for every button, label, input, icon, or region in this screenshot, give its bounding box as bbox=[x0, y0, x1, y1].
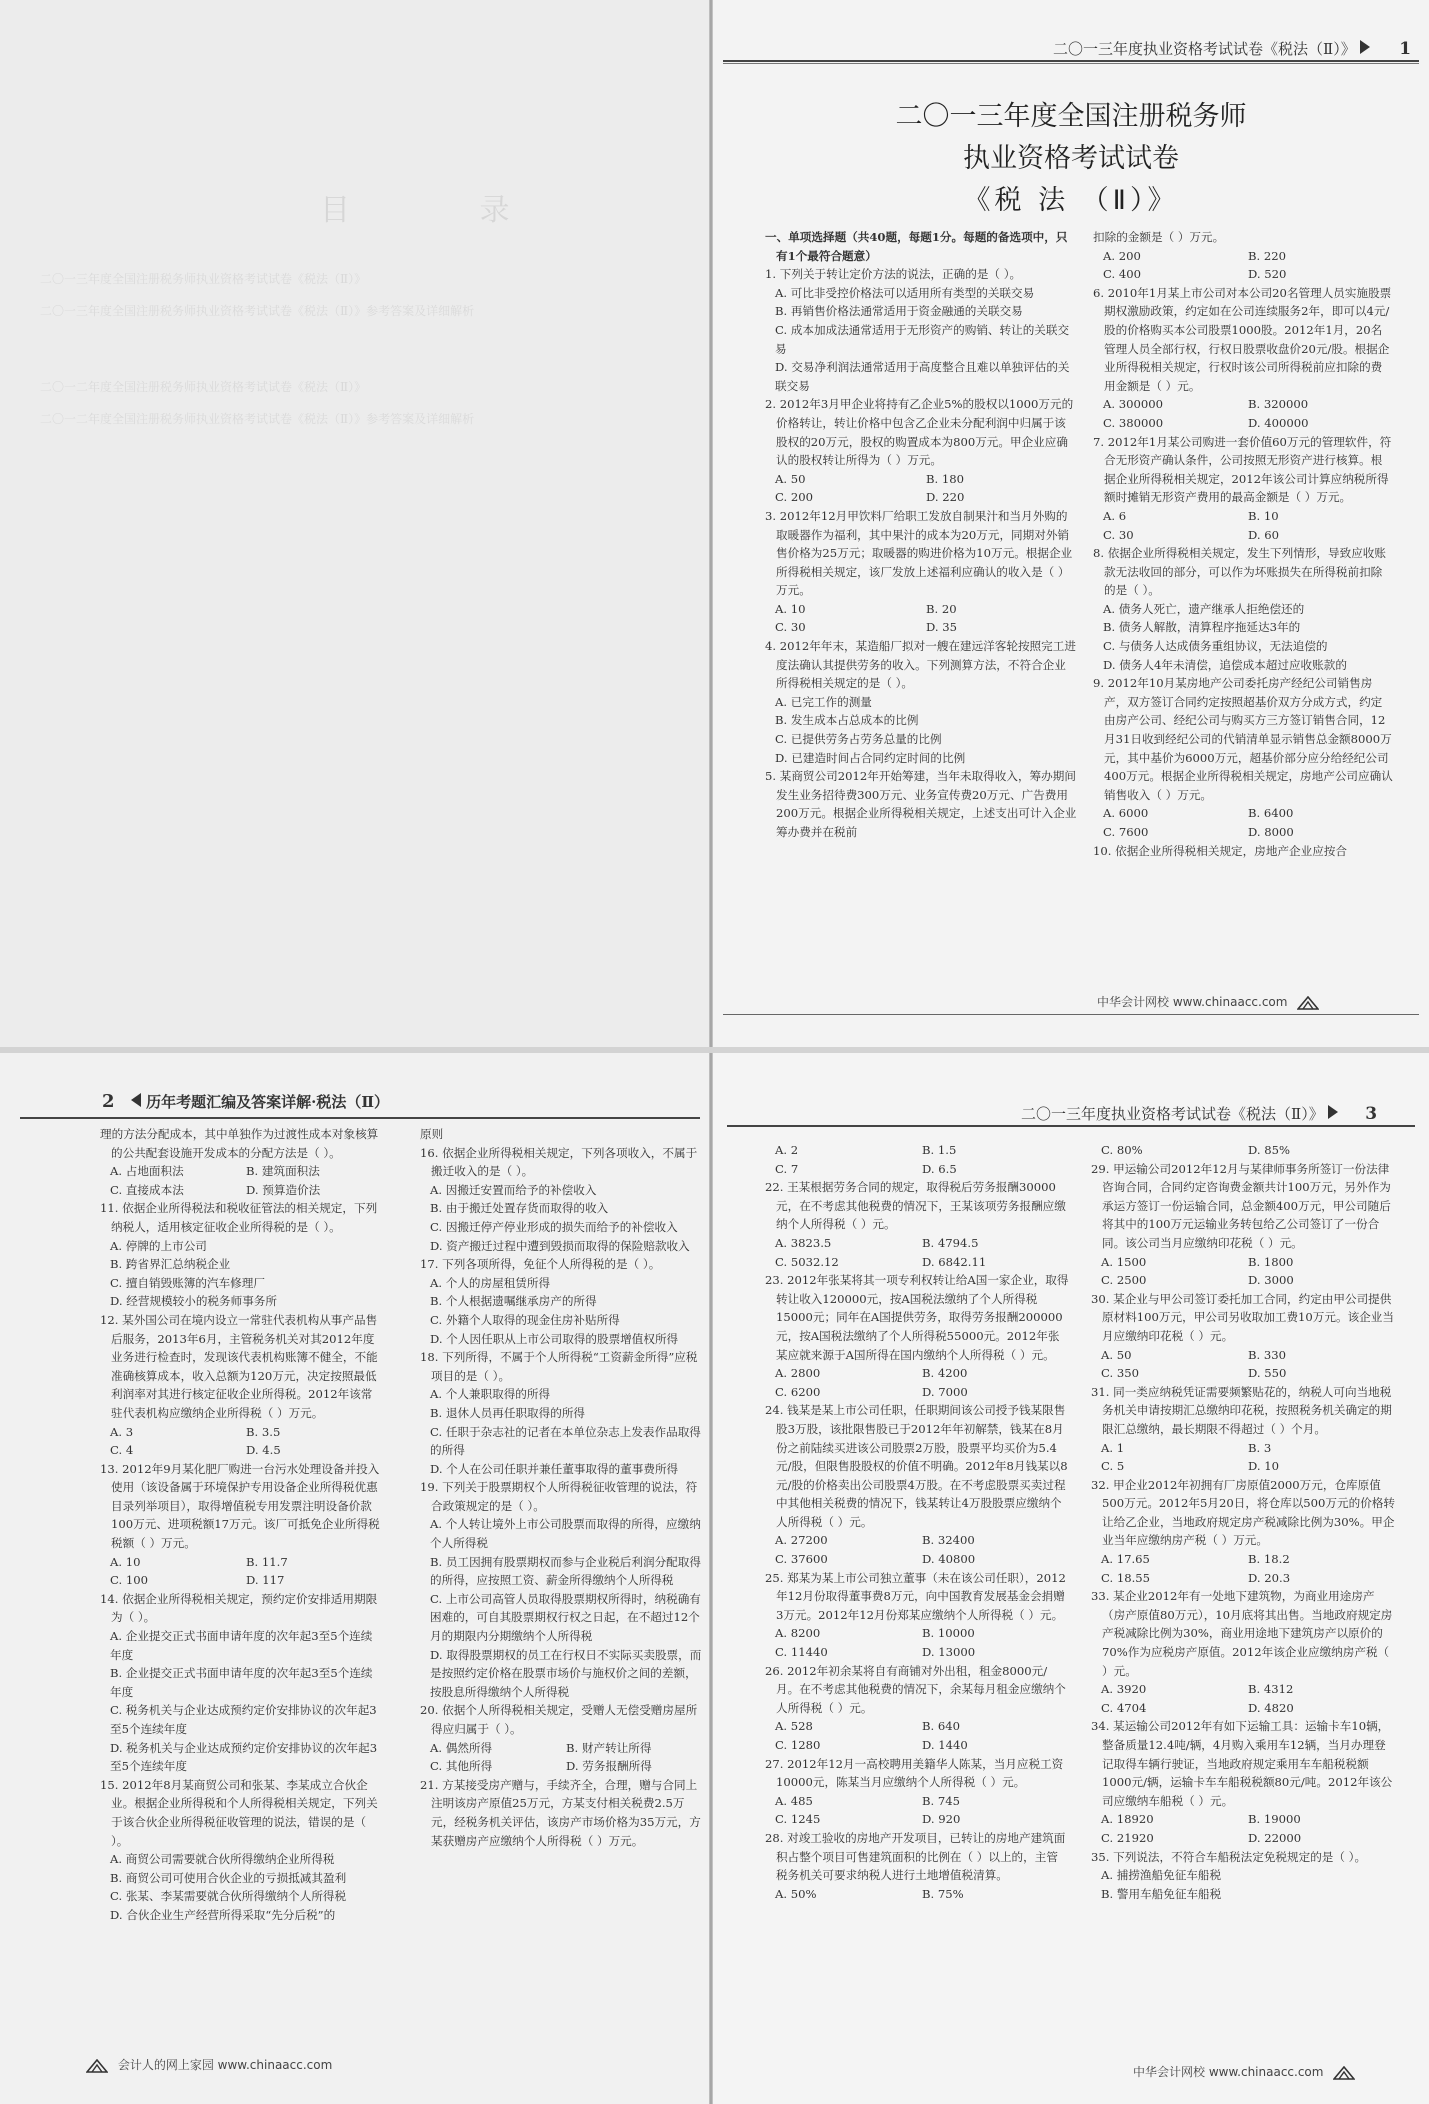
answer-option: D. 交易净利润法通常适用于高度整合且难以单独评估的关联交易 bbox=[775, 360, 1070, 393]
answer-options-row bbox=[765, 1810, 1069, 1829]
question-text: 26. 2012年初余某将自有商铺对外出租，租金8000元/月。在不考虑其他税费的情况下，余某每月租金应缴纳个人所得税（ ）元。 bbox=[765, 1663, 1066, 1715]
answer-option: A. 占地面积法 bbox=[110, 1164, 184, 1179]
header-rule bbox=[20, 1117, 700, 1119]
answer-option: B. 再销售价格法通常适用于资金融通的关联交易 bbox=[775, 304, 1023, 319]
question-text: 6. 2010年1月某上市公司对本公司20名管理人员实施股票期权激励政策，约定如在公司连续服务2年，即可以4元/股的价格购买本公司股票1000股。2012年1月，20名管理人员全部行权，行权日股票收盘价20元/股。根据企业所得税相关规定，行权时该公司所得税前应扣除的费用金额是（ ）元。 bbox=[1093, 285, 1392, 393]
answer-option: A. 债务人死亡，遗产继承人拒绝偿还的 bbox=[1103, 601, 1305, 616]
answer-option: A. 8200 bbox=[775, 1626, 821, 1641]
answer-option: D. 个人在公司任职并兼任董事取得的董事费所得 bbox=[430, 1461, 679, 1476]
answer-options-row bbox=[1093, 507, 1393, 526]
answer-option: B. 320000 bbox=[1248, 397, 1309, 412]
answer-options-row bbox=[1091, 1680, 1395, 1699]
answer-option: A. 6 bbox=[1103, 508, 1127, 523]
answer-option: D. 3000 bbox=[1248, 1273, 1294, 1288]
answer-option: D. 资产搬迁过程中遭到毁损而取得的保险赔款收入 bbox=[430, 1238, 690, 1253]
answer-option: C. 任职于杂志社的记者在本单位杂志上发表作品取得的所得 bbox=[430, 1424, 701, 1458]
exam-title-line1: 二〇一三年度全国注册税务师 bbox=[895, 101, 1247, 132]
answer-options-row bbox=[1091, 1253, 1395, 1272]
answer-option: A. 偶然所得 bbox=[430, 1740, 493, 1755]
answer-option: B. 警用车船免征车船税 bbox=[1101, 1886, 1222, 1901]
answer-option: B. 19000 bbox=[1248, 1812, 1301, 1827]
answer-option: C. 6200 bbox=[775, 1384, 821, 1399]
answer-option: C. 税务机关与企业达成预约定价安排协议的次年起3至5个连续年度 bbox=[110, 1703, 377, 1736]
answer-option: D. 4.5 bbox=[246, 1443, 281, 1458]
answer-option: A. 17.65 bbox=[1101, 1552, 1150, 1567]
page-bottom-left bbox=[0, 1053, 709, 2104]
answer-options-row bbox=[1093, 395, 1393, 414]
answer-option: A. 6000 bbox=[1103, 806, 1149, 821]
answer-option: D. 债务人4年未清偿，追偿成本超过应收账款的 bbox=[1103, 657, 1347, 672]
answer-option: B. 跨省界汇总纳税企业 bbox=[110, 1257, 231, 1272]
question-column-left bbox=[765, 1141, 1069, 1903]
question-text: 11. 依据企业所得税法和税收征管法的相关规定，下列纳税人，适用核定征收企业所得税的是（ ）。 bbox=[100, 1201, 378, 1234]
question-text: 28. 对竣工验收的房地产开发项目，已转让的房地产建筑面积占整个项目可售建筑面积的比例在（ ）以上的，主管税务机关可要求纳税人进行土地增值税清算。 bbox=[765, 1830, 1066, 1883]
answer-option: D. 已建造时间占合同约定时间的比例 bbox=[775, 750, 966, 765]
answer-option: A. 10 bbox=[110, 1554, 141, 1569]
answer-option: D. 40800 bbox=[922, 1552, 976, 1567]
answer-option: C. 18.55 bbox=[1101, 1570, 1151, 1585]
answer-options-row bbox=[100, 1162, 382, 1181]
answer-options-row bbox=[1091, 1271, 1395, 1290]
answer-option: B. 32400 bbox=[922, 1533, 975, 1548]
question-text: 21. 方某接受房产赠与，手续齐全，合理，赠与合同上注明该房产原值25万元，方某支付相关税费2.5万元，经税务机关评估，该房产市场价格为35万元，方某获赠房产应缴纳个人所得税（ ）万元。 bbox=[420, 1777, 701, 1848]
answer-option: A. 50 bbox=[1101, 1347, 1132, 1362]
page-number: 3 bbox=[1365, 1104, 1378, 1124]
header-arrow-icon bbox=[1360, 40, 1370, 54]
answer-option: B. 个人根据遗嘱继承房产的所得 bbox=[430, 1294, 597, 1309]
answer-options-row bbox=[1093, 247, 1393, 266]
answer-options-row bbox=[1093, 823, 1393, 842]
answer-option: B. 员工因拥有股票期权而参与企业税后利润分配取得的所得，应按照工资、薪金所得缴纳个人所得税 bbox=[430, 1554, 701, 1588]
answer-option: B. 75% bbox=[922, 1886, 964, 1901]
page-number: 1 bbox=[1399, 39, 1412, 59]
answer-option: B. 10000 bbox=[922, 1626, 975, 1641]
toc-entry: 二〇一二年度全国注册税务师执业资格考试试卷《税法（Ⅱ）》参考答案及详细解析 bbox=[40, 412, 475, 426]
answer-option: D. 400000 bbox=[1248, 415, 1309, 430]
answer-option: C. 7 bbox=[775, 1161, 799, 1176]
question-text: 34. 某运输公司2012年有如下运输工具：运输卡车10辆，整备质量12.4吨/辆，4月购入乘用车12辆，当月办理登记取得车辆行驶证，当地政府规定乘用车车船税税额1000元/辆，运输卡车车船税税额80元/吨。2012年该公司应缴纳车船税（ ）元。 bbox=[1091, 1719, 1393, 1808]
answer-options-row bbox=[100, 1181, 382, 1200]
question-text: 2. 2012年3月甲企业将持有乙企业5%的股权以1000万元的价格转让，转让价格中包含乙企业未分配利润中归属于该股权的20万元，股权的购置成本为800万元。甲企业应确认的股权转让所得为（ ）万元。 bbox=[765, 397, 1074, 468]
page-footer bbox=[86, 2056, 332, 2073]
answer-options-row bbox=[100, 1571, 382, 1590]
answer-option: C. 已提供劳务占劳务总量的比例 bbox=[775, 732, 942, 747]
question-text: 8. 依据企业所得税相关规定，发生下列情形，导致应收账款无法收回的部分，可以作为坏账损失在所得税前扣除的是（ ）。 bbox=[1093, 546, 1386, 598]
question-column-right bbox=[1091, 1141, 1395, 1903]
publisher-logo-icon bbox=[86, 2059, 108, 2073]
answer-options-row bbox=[765, 1643, 1069, 1662]
question-text: 22. 王某根据劳务合同的规定，取得税后劳务报酬30000元，在不考虑其他税费的情况下，王某该项劳务报酬应缴纳个人所得税（ ）元。 bbox=[765, 1180, 1066, 1232]
page-number: 2 bbox=[102, 1091, 115, 1112]
publisher-logo-icon bbox=[1333, 2066, 1355, 2080]
question-text: 19. 下列关于股票期权个人所得税征收管理的说法，符合政策规定的是（ ）。 bbox=[420, 1480, 698, 1513]
toc-entry: 二〇一二年度全国注册税务师执业资格考试试卷《税法（Ⅱ）》 bbox=[40, 380, 367, 394]
answer-option: B. 745 bbox=[922, 1793, 961, 1808]
answer-option: D. 22000 bbox=[1248, 1830, 1302, 1845]
question-text: 31. 同一类应纳税凭证需要频繁贴花的，纳税人可向当地税务机关申请按期汇总缴纳印花税，按照税务机关确定的期限汇总缴纳，最长期限不得超过（ ）个月。 bbox=[1091, 1384, 1392, 1436]
running-header bbox=[1021, 1103, 1377, 1124]
answer-option: D. 合伙企业生产经营所得采取“先分后税”的 bbox=[110, 1907, 336, 1922]
answer-option: A. 18920 bbox=[1101, 1812, 1154, 1827]
header-rule bbox=[727, 1125, 1415, 1127]
answer-option: C. 1280 bbox=[775, 1738, 821, 1752]
answer-option: A. 企业提交正式书面申请年度的次年起3至5个连续年度 bbox=[110, 1629, 373, 1662]
question-text: 29. 甲运输公司2012年12月与某律师事务所签订一份法律咨询合同，合同约定咨询费金额共计100万元，另外作为承运方签订一份运输合同，总金额400万元，甲公司随后将其中的100万元运输业务转包给乙公司签订了一份合同。该公司当月应缴纳印花税（ ）元。 bbox=[1091, 1161, 1391, 1250]
answer-option: B. 1800 bbox=[1248, 1254, 1294, 1269]
question-text: 32. 甲企业2012年初拥有厂房原值2000万元，仓库原值500万元。2012年5月20日，将仓库以500万元的价格转让给乙企业，当地政府规定房产税减除比例为30%。甲企业当年应缴纳房产税（ ）万元。 bbox=[1091, 1477, 1395, 1548]
answer-option: A. 2800 bbox=[775, 1366, 821, 1381]
question-text: 16. 依据企业所得税相关规定，下列各项收入，不属于搬迁收入的是（ ）。 bbox=[420, 1145, 698, 1179]
answer-option: D. 20.3 bbox=[1248, 1570, 1291, 1585]
answer-option: D. 117 bbox=[246, 1573, 285, 1588]
answer-option: C. 5032.12 bbox=[775, 1254, 839, 1269]
answer-options-row bbox=[100, 1441, 382, 1460]
answer-options-row bbox=[1091, 1457, 1395, 1476]
answer-option: D. 60 bbox=[1248, 527, 1280, 542]
question-text: 9. 2012年10月某房地产公司委托房产经纪公司销售房产，双方签订合同约定按照超基价双方分成方式，约定由房产公司、经纪公司与购买方三方签订销售合同，12月31日收到经纪公司的代销清单显示销售总金额8000万元，其中基价为6000万元，超基价部分应分给经纪公司400万元。根据企业所得税相关规定，房地产公司应确认销售收入（ ）万元。 bbox=[1093, 676, 1393, 802]
answer-options-row bbox=[765, 470, 1077, 489]
answer-option: B. 180 bbox=[926, 471, 965, 486]
answer-options-row bbox=[1091, 1829, 1395, 1848]
answer-options-row bbox=[100, 1423, 382, 1442]
question-text: 25. 郑某为某上市公司独立董事（未在该公司任职），2012年12月份取得董事费8万元，向中国教育发展基金会捐赠3万元。2012年12月份郑某应缴纳个人所得税（ ）元。 bbox=[765, 1570, 1066, 1622]
answer-option: C. 擅自销毁账簿的汽车修理厂 bbox=[110, 1275, 265, 1290]
answer-option: D. 550 bbox=[1248, 1366, 1287, 1381]
question-text: 5. 某商贸公司2012年开始筹建，当年未取得收入，筹办期间发生业务招待费300万元、业务宣传费20万元、广告费用200万元。根据企业所得税相关规定，上述支出可计入企业筹办费并在税前 bbox=[765, 769, 1077, 839]
answer-option: D. 预算造价法 bbox=[246, 1182, 321, 1197]
answer-options-row bbox=[765, 1531, 1069, 1550]
answer-options-row bbox=[765, 1624, 1069, 1643]
answer-option: D. 220 bbox=[926, 490, 965, 505]
answer-options-row bbox=[1091, 1364, 1395, 1383]
question-column-right bbox=[1093, 228, 1393, 860]
answer-option: D. 13000 bbox=[922, 1645, 976, 1660]
page-top-left bbox=[0, 0, 709, 1047]
answer-option: A. 停牌的上市公司 bbox=[110, 1238, 207, 1253]
answer-option: A. 3920 bbox=[1101, 1682, 1147, 1697]
question-text: 33. 某企业2012年有一处地下建筑物，为商业用途房产（房产原值80万元），10月底将其出售。当地政府规定房产税减除比例为30%，商业用途地下建筑房产以原价的70%作为应税房产原值。2012年该企业应缴纳房产税（ ）元。 bbox=[1091, 1589, 1393, 1678]
toc-title: 目 录 bbox=[320, 193, 570, 228]
answer-option: D. 个人因任职从上市公司取得的股票增值权所得 bbox=[430, 1331, 679, 1346]
answer-option: A. 200 bbox=[1103, 248, 1141, 263]
answer-option: C. 因搬迁停产停业形成的损失而给予的补偿收入 bbox=[430, 1219, 678, 1234]
toc-entry: 二〇一三年度全国注册税务师执业资格考试试卷《税法（Ⅱ）》参考答案及详细解析 bbox=[40, 304, 475, 318]
answer-option: C. 1245 bbox=[775, 1812, 821, 1827]
answer-option: D. 85% bbox=[1248, 1143, 1291, 1157]
running-header-text: 二〇一三年度执业资格考试试卷《税法（Ⅱ）》 bbox=[1053, 40, 1356, 58]
question-text: 1. 下列关于转让定价方法的说法，正确的是（ ）。 bbox=[765, 267, 1022, 282]
page-footer bbox=[1097, 993, 1319, 1010]
answer-option: B. 1.5 bbox=[922, 1143, 957, 1157]
answer-options-row bbox=[1091, 1550, 1395, 1569]
answer-option: D. 税务机关与企业达成预约定价安排协议的次年起3至5个连续年度 bbox=[110, 1740, 378, 1774]
answer-options-row bbox=[1093, 526, 1393, 545]
header-rule bbox=[723, 60, 1419, 62]
footer-text: 中华会计网校 www.chinaacc.com bbox=[1133, 2065, 1324, 2079]
answer-options-row bbox=[765, 1792, 1069, 1811]
answer-option: C. 2500 bbox=[1101, 1273, 1147, 1288]
answer-option: A. 个人的房屋租赁所得 bbox=[430, 1275, 551, 1290]
answer-option: A. 个人转让境外上市公司股票而取得的所得，应缴纳个人所得税 bbox=[430, 1517, 701, 1551]
exam-title-line3: 《税 法 （Ⅱ）》 bbox=[963, 185, 1179, 216]
question-text: 12. 某外国公司在境内设立一常驻代表机构从事产品售后服务，2013年6月，主管税务机关对其2012年度业务进行检查时，发现该代表机构账簿不健全，不能准确核算成本，收入总额为120万元，决定按照最低利润率对其进行核定征收企业所得税。2012年该常驻代表机构应缴纳企业所得税（ ）万元。 bbox=[100, 1312, 378, 1420]
answer-option: A. 2 bbox=[775, 1143, 799, 1157]
question-text: 原则 bbox=[420, 1127, 444, 1141]
answer-option: A. 485 bbox=[775, 1793, 813, 1808]
answer-options-row bbox=[765, 1885, 1069, 1904]
answer-options-row bbox=[1091, 1439, 1395, 1458]
question-column-right bbox=[420, 1125, 702, 1850]
answer-option: A. 3 bbox=[110, 1424, 134, 1439]
answer-options-row bbox=[1091, 1810, 1395, 1829]
answer-option: C. 21920 bbox=[1101, 1830, 1154, 1845]
answer-option: C. 张某、李某需要就合伙所得缴纳个人所得税 bbox=[110, 1889, 347, 1904]
header-arrow-icon bbox=[131, 1093, 141, 1107]
answer-option: B. 4794.5 bbox=[922, 1235, 979, 1250]
question-text: 24. 钱某是某上市公司任职，任职期间该公司授予钱某限售股3万股，该批限售股已于2012年年初解禁，钱某在8月份之前陆续买进该公司股票2万股，股票平均买价为5.4元/股，但限售股股权的价值不明确。2012年8月钱某以8元/股的价格卖出公司股票4万股。在不考虑股票买卖过程中其他相关税费的情况下，钱某转让4万股股票应缴纳个人所得税（ ）元。 bbox=[765, 1403, 1068, 1529]
answer-option: D. 10 bbox=[1248, 1459, 1280, 1474]
answer-option: A. 已完工作的测量 bbox=[775, 694, 872, 709]
answer-option: A. 因搬迁安置而给予的补偿收入 bbox=[430, 1182, 597, 1197]
answer-option: B. 6400 bbox=[1248, 806, 1294, 821]
answer-option: C. 直接成本法 bbox=[110, 1182, 184, 1197]
answer-options-row bbox=[1093, 804, 1393, 823]
answer-options-row bbox=[765, 1234, 1069, 1253]
answer-option: D. 7000 bbox=[922, 1384, 968, 1399]
answer-option: B. 3 bbox=[1248, 1440, 1272, 1455]
answer-option: B. 330 bbox=[1248, 1347, 1287, 1362]
answer-options-row bbox=[765, 1364, 1069, 1383]
answer-options-row bbox=[765, 1550, 1069, 1569]
answer-option: B. 10 bbox=[1248, 508, 1279, 523]
question-text: 10. 依据企业所得税相关规定，房地产企业应按合 bbox=[1093, 843, 1347, 858]
running-header-text: 历年考题汇编及答案详解·税法（Ⅱ） bbox=[146, 1093, 389, 1111]
page-bottom-right bbox=[713, 1053, 1429, 2104]
answer-option: C. 外籍个人取得的现金住房补贴所得 bbox=[430, 1312, 620, 1327]
answer-options-row bbox=[765, 488, 1077, 507]
answer-option: A. 50 bbox=[775, 471, 806, 486]
answer-option: A. 捕捞渔船免征车船税 bbox=[1101, 1868, 1222, 1883]
answer-option: A. 商贸公司需要就合伙所得缴纳企业所得税 bbox=[110, 1852, 335, 1867]
answer-option: C. 7600 bbox=[1103, 825, 1149, 839]
answer-option: C. 成本加成法通常适用于无形资产的购销、转让的关联交易 bbox=[775, 322, 1070, 356]
question-text: 17. 下列各项所得，免征个人所得税的是（ ）。 bbox=[420, 1257, 661, 1272]
answer-options-row bbox=[420, 1757, 702, 1776]
answer-options-row bbox=[765, 1141, 1069, 1160]
running-header bbox=[1053, 38, 1411, 59]
answer-option: D. 取得股票期权的员工在行权日不实际买卖股票，而是按照约定价格在股票市场价与施权价之间的差额，按股息所得缴纳个人所得税 bbox=[430, 1647, 702, 1699]
answer-option: D. 6842.11 bbox=[922, 1254, 987, 1269]
answer-option: B. 建筑面积法 bbox=[246, 1164, 320, 1179]
answer-option: C. 400 bbox=[1103, 267, 1141, 282]
running-header-text: 二〇一三年度执业资格考试试卷《税法（Ⅱ）》 bbox=[1021, 1105, 1324, 1123]
answer-option: C. 350 bbox=[1101, 1366, 1139, 1381]
question-text: 14. 依据企业所得税相关规定，预约定价安排适用期限为（ ）。 bbox=[100, 1591, 378, 1625]
footer-text: 会计人的网上家园 www.chinaacc.com bbox=[117, 2058, 333, 2072]
answer-options-row bbox=[1091, 1141, 1395, 1160]
answer-option: D. 35 bbox=[926, 620, 958, 635]
answer-options-row bbox=[1091, 1699, 1395, 1718]
answer-option: C. 380000 bbox=[1103, 415, 1164, 430]
answer-option: A. 1500 bbox=[1101, 1254, 1147, 1269]
answer-option: A. 27200 bbox=[775, 1533, 828, 1548]
answer-options-row bbox=[765, 618, 1077, 637]
answer-option: D. 4820 bbox=[1248, 1700, 1294, 1715]
question-text: 扣除的金额是（ ）万元。 bbox=[1093, 230, 1225, 244]
answer-options-row bbox=[420, 1739, 702, 1758]
answer-option: B. 财产转让所得 bbox=[566, 1740, 652, 1755]
answer-option: D. 920 bbox=[922, 1812, 961, 1827]
answer-option: A. 个人兼职取得的所得 bbox=[430, 1387, 551, 1402]
answer-option: B. 发生成本占总成本的比例 bbox=[775, 713, 919, 728]
answer-options-row bbox=[100, 1553, 382, 1572]
answer-option: B. 3.5 bbox=[246, 1424, 281, 1439]
answer-options-row bbox=[1093, 265, 1393, 284]
answer-option: B. 债务人解散，清算程序拖延达3年的 bbox=[1103, 620, 1301, 635]
question-text: 18. 下列所得，不属于个人所得税“工资薪金所得”应税项目的是（ ）。 bbox=[420, 1350, 698, 1383]
answer-option: C. 100 bbox=[110, 1573, 148, 1588]
question-text: 3. 2012年12月甲饮料厂给职工发放自制果汁和当月外购的取暖器作为福利，其中果汁的成本为20万元，同期对外销售价格为25万元；取暖器的购进价格为10万元。根据企业所得税相关规定，该厂发放上述福利应确认的收入是（ ）万元。 bbox=[765, 508, 1073, 598]
page-footer bbox=[1133, 2063, 1355, 2080]
answer-option: B. 企业提交正式书面申请年度的次年起3至5个连续年度 bbox=[110, 1666, 373, 1699]
question-text: 一、单项选择题（共40题，每题1分。每题的备选项中，只有1个最符合题意） bbox=[765, 230, 1068, 263]
question-column-left bbox=[765, 228, 1077, 842]
footer-rule bbox=[723, 1014, 1419, 1015]
header-arrow-icon bbox=[1328, 1105, 1338, 1119]
answer-option: C. 与债务人达成债务重组协议，无法追偿的 bbox=[1103, 639, 1328, 654]
question-text: 30. 某企业与甲公司签订委托加工合同，约定由甲公司提供原材料100万元，甲公司另收取加工费10万元。该企业当月应缴纳印花税（ ）元。 bbox=[1091, 1291, 1394, 1343]
answer-options-row bbox=[765, 1160, 1069, 1179]
answer-option: D. 8000 bbox=[1248, 825, 1294, 839]
question-text: 27. 2012年12月一高校聘用美籍华人陈某，当月应税工资10000元，陈某当月应缴纳个人所得税（ ）元。 bbox=[765, 1756, 1064, 1790]
answer-options-row bbox=[765, 1383, 1069, 1402]
answer-option: A. 528 bbox=[775, 1719, 813, 1734]
answer-options-row bbox=[765, 1717, 1069, 1736]
answer-option: A. 可比非受控价格法可以适用所有类型的关联交易 bbox=[775, 285, 1035, 300]
answer-option: C. 4704 bbox=[1101, 1700, 1147, 1715]
answer-options-row bbox=[1091, 1569, 1395, 1588]
answer-option: A. 10 bbox=[775, 601, 806, 616]
answer-option: C. 80% bbox=[1101, 1143, 1143, 1157]
answer-option: B. 220 bbox=[1248, 248, 1287, 263]
answer-options-row bbox=[765, 1253, 1069, 1272]
publisher-logo-icon bbox=[1297, 996, 1319, 1010]
question-text: 15. 2012年8月某商贸公司和张某、李某成立合伙企业。根据企业所得税和个人所得税相关规定，下列关于该合伙企业所得税征收管理的说法，错误的是（ ）。 bbox=[100, 1777, 378, 1848]
answer-option: B. 退休人员再任职取得的所得 bbox=[430, 1405, 586, 1420]
answer-options-row bbox=[1093, 414, 1393, 433]
answer-option: A. 300000 bbox=[1103, 397, 1164, 412]
answer-option: D. 6.5 bbox=[922, 1161, 957, 1176]
question-text: 理的方法分配成本，其中单独作为过渡性成本对象核算的公共配套设施开发成本的分配方法是（ ）。 bbox=[100, 1127, 379, 1160]
answer-option: B. 640 bbox=[922, 1719, 961, 1734]
question-column-left bbox=[100, 1125, 382, 1925]
answer-options-row bbox=[765, 1736, 1069, 1755]
answer-options-row bbox=[1091, 1346, 1395, 1365]
answer-option: B. 4200 bbox=[922, 1366, 968, 1381]
answer-option: C. 5 bbox=[1101, 1459, 1125, 1474]
answer-option: C. 11440 bbox=[775, 1645, 828, 1660]
image-seam bbox=[0, 1047, 1429, 1053]
header-rule-thin bbox=[723, 63, 1419, 64]
question-text: 20. 依据个人所得税相关规定，受赠人无偿受赠房屋所得应归属于（ ）。 bbox=[420, 1703, 698, 1736]
question-text: 35. 下列说法，不符合车船税法定免税规定的是（ ）。 bbox=[1091, 1849, 1367, 1864]
toc-entry: 二〇一三年度全国注册税务师执业资格考试试卷《税法（Ⅱ）》 bbox=[40, 272, 367, 286]
answer-option: B. 18.2 bbox=[1248, 1552, 1290, 1567]
running-header bbox=[102, 1091, 389, 1112]
question-text: 7. 2012年1月某公司购进一套价值60万元的管理软件，符合无形资产确认条件，公司按照无形资产进行核算。根据企业所得税相关规定，2012年该公司计算应纳税所得额时摊销无形资产费用的最高金额是（ ）万元。 bbox=[1093, 434, 1392, 505]
answer-option: C. 30 bbox=[1103, 527, 1134, 542]
answer-options-row bbox=[765, 600, 1077, 619]
answer-option: D. 经营规模较小的税务师事务所 bbox=[110, 1294, 277, 1309]
answer-option: B. 11.7 bbox=[246, 1554, 288, 1569]
question-text: 13. 2012年9月某化肥厂购进一台污水处理设备并投入使用（该设备属于环境保护专用设备企业所得税优惠目录列举项目），取得增值税专用发票注明设备价款100万元、进项税额17万元。该厂可抵免企业所得税税额（ ）万元。 bbox=[100, 1461, 380, 1551]
answer-option: C. 200 bbox=[775, 490, 813, 505]
answer-option: C. 其他所得 bbox=[430, 1759, 493, 1774]
answer-option: A. 50% bbox=[775, 1886, 817, 1901]
exam-title-line2: 执业资格考试试卷 bbox=[963, 143, 1179, 174]
answer-option: C. 37600 bbox=[775, 1552, 828, 1567]
answer-option: C. 30 bbox=[775, 620, 806, 635]
question-text: 23. 2012年张某将其一项专利权转让给A国一家企业，取得转让收入120000元，按A国税法缴纳了个人所得税15000元；同年在A国提供劳务，取得劳务报酬200000元，按A国税法缴纳了个人所得税55000元。2012年张某应就来源于A国所得在国内缴纳个人所得税（ ）元。 bbox=[765, 1273, 1069, 1362]
answer-option: D. 劳务报酬所得 bbox=[566, 1759, 652, 1774]
answer-option: B. 4312 bbox=[1248, 1682, 1294, 1697]
answer-option: B. 20 bbox=[926, 601, 957, 616]
footer-text: 中华会计网校 www.chinaacc.com bbox=[1097, 995, 1288, 1009]
question-text: 4. 2012年年末，某造船厂拟对一艘在建远洋客轮按照完工进度法确认其提供劳务的收入。下列测算方法，不符合企业所得税相关规定的是（ ）。 bbox=[765, 639, 1076, 691]
answer-option: B. 由于搬迁处置存货而取得的收入 bbox=[430, 1201, 609, 1216]
answer-option: A. 3823.5 bbox=[775, 1235, 832, 1250]
answer-option: B. 商贸公司可使用合伙企业的亏损抵减其盈利 bbox=[110, 1870, 347, 1885]
answer-option: D. 520 bbox=[1248, 267, 1287, 282]
answer-option: C. 4 bbox=[110, 1443, 134, 1458]
answer-option: C. 上市公司高管人员取得股票期权所得时，纳税确有困难的，可自其股票期权行权之日起，在不超过12个月的期限内分期缴纳个人所得税 bbox=[430, 1591, 701, 1644]
answer-option: A. 1 bbox=[1101, 1440, 1125, 1455]
answer-option: D. 1440 bbox=[922, 1738, 968, 1752]
